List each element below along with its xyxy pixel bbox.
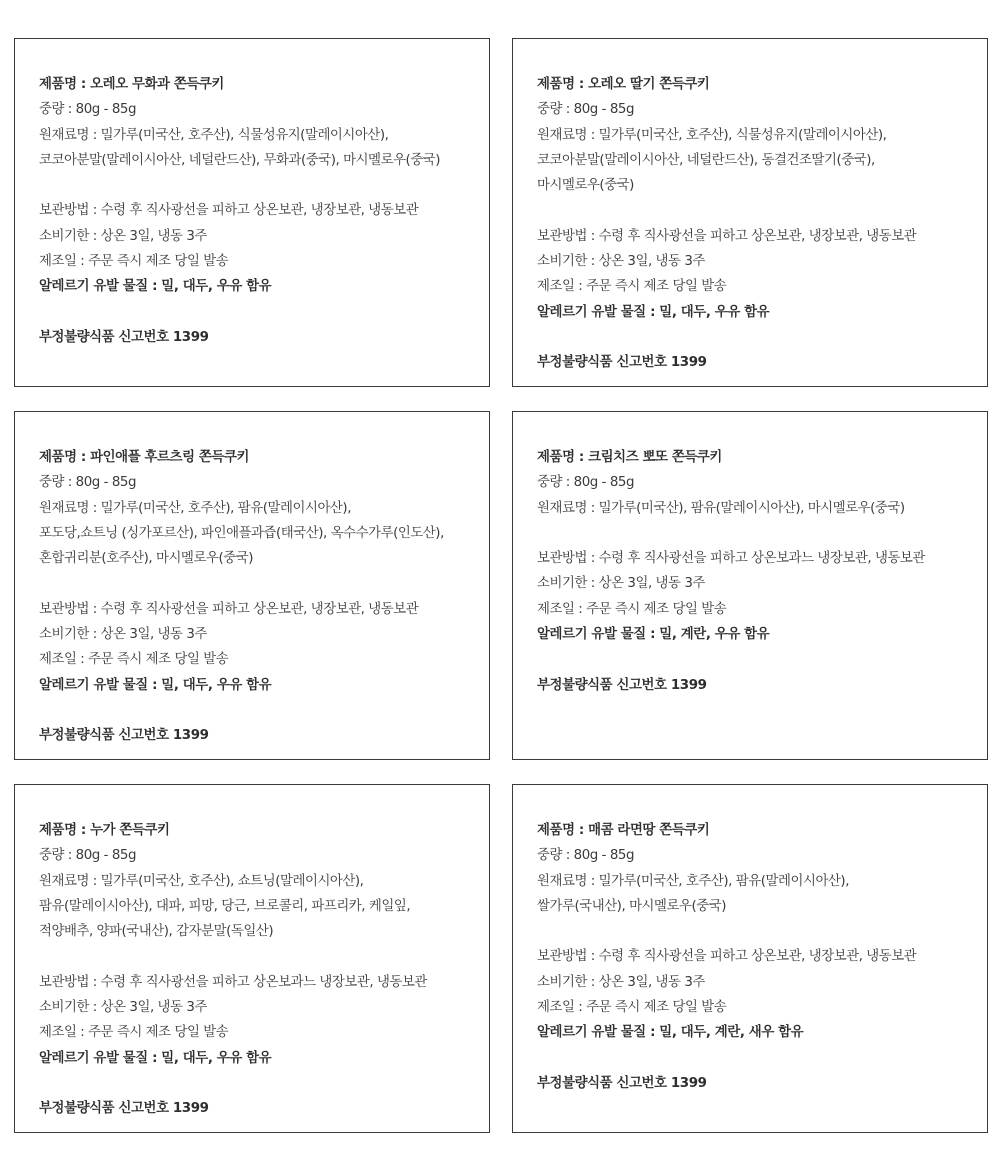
spacer	[537, 325, 967, 350]
ingredients-line: 쌀가루(국내산), 마시멜로우(중국)	[537, 898, 727, 914]
ingredients-line: 마시멜로우(중국)	[537, 178, 634, 194]
product-info-card	[14, 38, 490, 387]
spacer	[39, 173, 469, 198]
report-number: 부정불량식품 신고번호 1399	[537, 677, 707, 693]
ingredients-line: 포도당,쇼트닝 (싱가포르산), 파인애플과즙(태국산), 옥수수가루(인도산),	[39, 525, 444, 541]
storage-method: 보관방법 : 수령 후 직사광선을 피하고 상온보과느 냉장보관, 냉동보관	[39, 974, 427, 990]
report-number: 부정불량식품 신고번호 1399	[537, 1075, 707, 1091]
product-info-card	[512, 38, 988, 387]
spacer	[537, 647, 967, 672]
allergen-info: 알레르기 유발 물질 : 밀, 대두, 계란, 새우 함유	[537, 1025, 804, 1041]
spacer	[39, 944, 469, 969]
product-name: 제품명 : 누가 쫀득쿠키	[39, 823, 170, 838]
manufacture-date: 제조일 : 주문 즉시 제조 당일 발송	[39, 1025, 229, 1041]
storage-method: 보관방법 : 수령 후 직사광선을 피하고 상온보관, 냉장보관, 냉동보관	[537, 228, 917, 244]
allergen-info: 알레르기 유발 물질 : 밀, 대두, 우유 함유	[39, 279, 272, 295]
ingredients-line: 코코아분말(말레이시아산, 네덜란드산), 무화과(중국), 마시멜로우(중국)	[39, 152, 441, 168]
shelf-life: 소비기한 : 상온 3일, 냉동 3주	[39, 1000, 207, 1016]
ingredients-line: 원재료명 : 밀가루(미국산, 호주산), 팜유(말레이시아산),	[537, 873, 849, 889]
product-weight: 중량 : 80g - 85g	[39, 475, 137, 491]
spacer	[537, 919, 967, 944]
product-weight: 중량 : 80g - 85g	[537, 848, 635, 864]
product-name: 제품명 : 매콤 라면땅 쫀득쿠키	[537, 823, 710, 838]
report-number: 부정불량식품 신고번호 1399	[537, 355, 707, 371]
report-number: 부정불량식품 신고번호 1399	[39, 1101, 209, 1117]
spacer	[39, 698, 469, 723]
ingredients-line: 혼합귀리분(호주산), 마시멜로우(중국)	[39, 551, 253, 567]
allergen-info: 알레르기 유발 물질 : 밀, 대두, 우유 함유	[39, 1050, 272, 1066]
product-info-card	[14, 784, 490, 1133]
shelf-life: 소비기한 : 상온 3일, 냉동 3주	[39, 627, 207, 643]
storage-method: 보관방법 : 수령 후 직사광선을 피하고 상온보관, 냉장보관, 냉동보관	[39, 203, 419, 219]
ingredients-line: 팜유(말레이시아산), 대파, 피망, 당근, 브로콜리, 파프리카, 케일잎,	[39, 898, 411, 914]
product-name: 제품명 : 오레오 무화과 쫀득쿠키	[39, 77, 224, 92]
ingredients-line: 코코아분말(말레이시아산, 네덜란드산), 동결건조딸기(중국),	[537, 152, 875, 168]
storage-method: 보관방법 : 수령 후 직사광선을 피하고 상온보과느 냉장보관, 냉동보관	[537, 551, 925, 567]
product-info-card	[14, 411, 490, 760]
spacer	[39, 1071, 469, 1096]
allergen-info: 알레르기 유발 물질 : 밀, 대두, 우유 함유	[39, 677, 272, 693]
ingredients-line: 원재료명 : 밀가루(미국산, 호주산), 식물성유지(말레이시아산),	[39, 127, 389, 143]
product-weight: 중량 : 80g - 85g	[39, 102, 137, 118]
ingredients-line: 원재료명 : 밀가루(미국산, 호주산), 팜유(말레이시아산),	[39, 500, 351, 516]
ingredients-line: 원재료명 : 밀가루(미국산, 호주산), 쇼트닝(말레이시아산),	[39, 873, 364, 889]
manufacture-date: 제조일 : 주문 즉시 제조 당일 발송	[537, 1000, 727, 1016]
product-info-card	[512, 411, 988, 760]
report-number: 부정불량식품 신고번호 1399	[39, 728, 209, 744]
shelf-life: 소비기한 : 상온 3일, 냉동 3주	[537, 254, 705, 270]
product-name: 제품명 : 크림치즈 뽀또 쫀득쿠키	[537, 450, 722, 465]
manufacture-date: 제조일 : 주문 즉시 제조 당일 발송	[39, 254, 229, 270]
spacer	[39, 571, 469, 596]
product-name: 제품명 : 오레오 딸기 쫀득쿠키	[537, 77, 710, 92]
shelf-life: 소비기한 : 상온 3일, 냉동 3주	[537, 576, 705, 592]
ingredients-line: 원재료명 : 밀가루(미국산, 호주산), 식물성유지(말레이시아산),	[537, 127, 887, 143]
product-weight: 중량 : 80g - 85g	[39, 848, 137, 864]
manufacture-date: 제조일 : 주문 즉시 제조 당일 발송	[537, 279, 727, 295]
ingredients-line: 적양배추, 양파(국내산), 감자분말(독일산)	[39, 924, 274, 940]
spacer	[537, 198, 967, 223]
shelf-life: 소비기한 : 상온 3일, 냉동 3주	[39, 228, 207, 244]
allergen-info: 알레르기 유발 물질 : 밀, 계란, 우유 함유	[537, 627, 770, 643]
product-weight: 중량 : 80g - 85g	[537, 102, 635, 118]
ingredients-line: 원재료명 : 밀가루(미국산), 팜유(말레이시아산), 마시멜로우(중국)	[537, 500, 905, 516]
storage-method: 보관방법 : 수령 후 직사광선을 피하고 상온보관, 냉장보관, 냉동보관	[537, 949, 917, 965]
shelf-life: 소비기한 : 상온 3일, 냉동 3주	[537, 974, 705, 990]
product-info-card	[512, 784, 988, 1133]
product-weight: 중량 : 80g - 85g	[537, 475, 635, 491]
allergen-info: 알레르기 유발 물질 : 밀, 대두, 우유 함유	[537, 304, 770, 320]
report-number: 부정불량식품 신고번호 1399	[39, 329, 209, 345]
spacer	[39, 300, 469, 325]
manufacture-date: 제조일 : 주문 즉시 제조 당일 발송	[39, 652, 229, 668]
product-name: 제품명 : 파인애플 후르츠링 쫀득쿠키	[39, 450, 250, 465]
manufacture-date: 제조일 : 주문 즉시 제조 당일 발송	[537, 601, 727, 617]
spacer	[537, 521, 967, 546]
storage-method: 보관방법 : 수령 후 직사광선을 피하고 상온보관, 냉장보관, 냉동보관	[39, 601, 419, 617]
spacer	[537, 1046, 967, 1071]
